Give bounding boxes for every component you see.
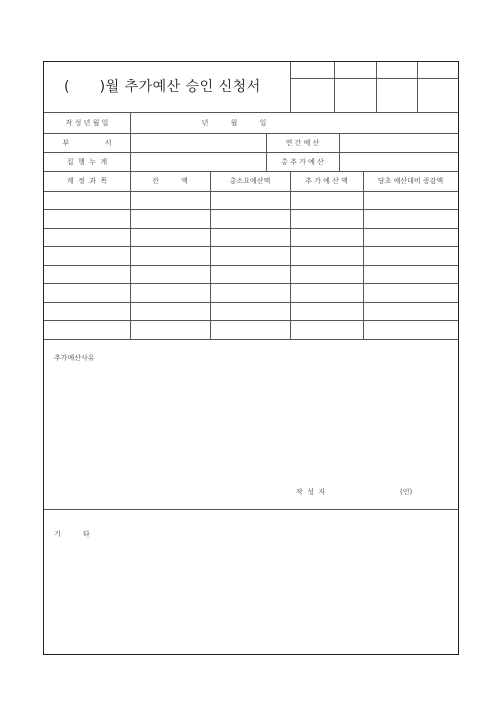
table-row-line [44,283,458,284]
table-col-line [363,171,364,339]
annual-budget-label: 연 간 예 산 [285,139,320,147]
writer-label: 작 성 자 [296,488,326,496]
table-col-line [130,171,131,339]
reason-label: 추가예산사유 [54,354,95,362]
approval-grid-divider [334,62,335,112]
table-row-line [44,302,458,303]
table-col-line [210,171,211,339]
date-label: 작 성 년 월 일 [65,119,109,127]
header-balance: 잔 액 [152,177,188,185]
execution-total-label: 집 행 누 계 [66,158,108,166]
table-row-line [44,209,458,210]
approval-grid-divider [376,62,377,112]
table-row-line [44,228,458,229]
department-label: 부 서 [62,139,112,147]
table-row-line [44,265,458,266]
col-divider [339,133,340,171]
table-row-line [44,339,458,340]
table-row-line [44,246,458,247]
table-col-line [290,171,291,339]
other-label: 기 타 [54,530,90,538]
approval-grid-divider [290,78,459,79]
form-title: ( )월 추가예산 승인 신청서 [64,79,261,95]
header-total-required: 총소요예산액 [229,177,271,185]
row-divider [44,112,458,113]
row-divider [44,133,458,134]
row-divider [44,171,458,172]
approval-grid-divider [417,62,418,112]
header-account: 계 정 과 목 [66,177,108,185]
col-divider [130,112,131,171]
row-divider [44,191,458,192]
total-additional-budget-label: 총 추 가 예 산 [281,158,324,166]
seal-label: (인) [400,488,413,496]
header-additional-amount: 추 가 예 산 액 [305,177,348,185]
approval-grid-divider [290,62,291,112]
header-change-vs-original: 당초 예산대비 증감액 [377,177,444,185]
date-value: 년 월 일 [201,119,267,127]
row-divider [44,152,458,153]
application-form [43,61,459,655]
table-row-line [44,320,458,321]
section-divider [44,509,458,510]
